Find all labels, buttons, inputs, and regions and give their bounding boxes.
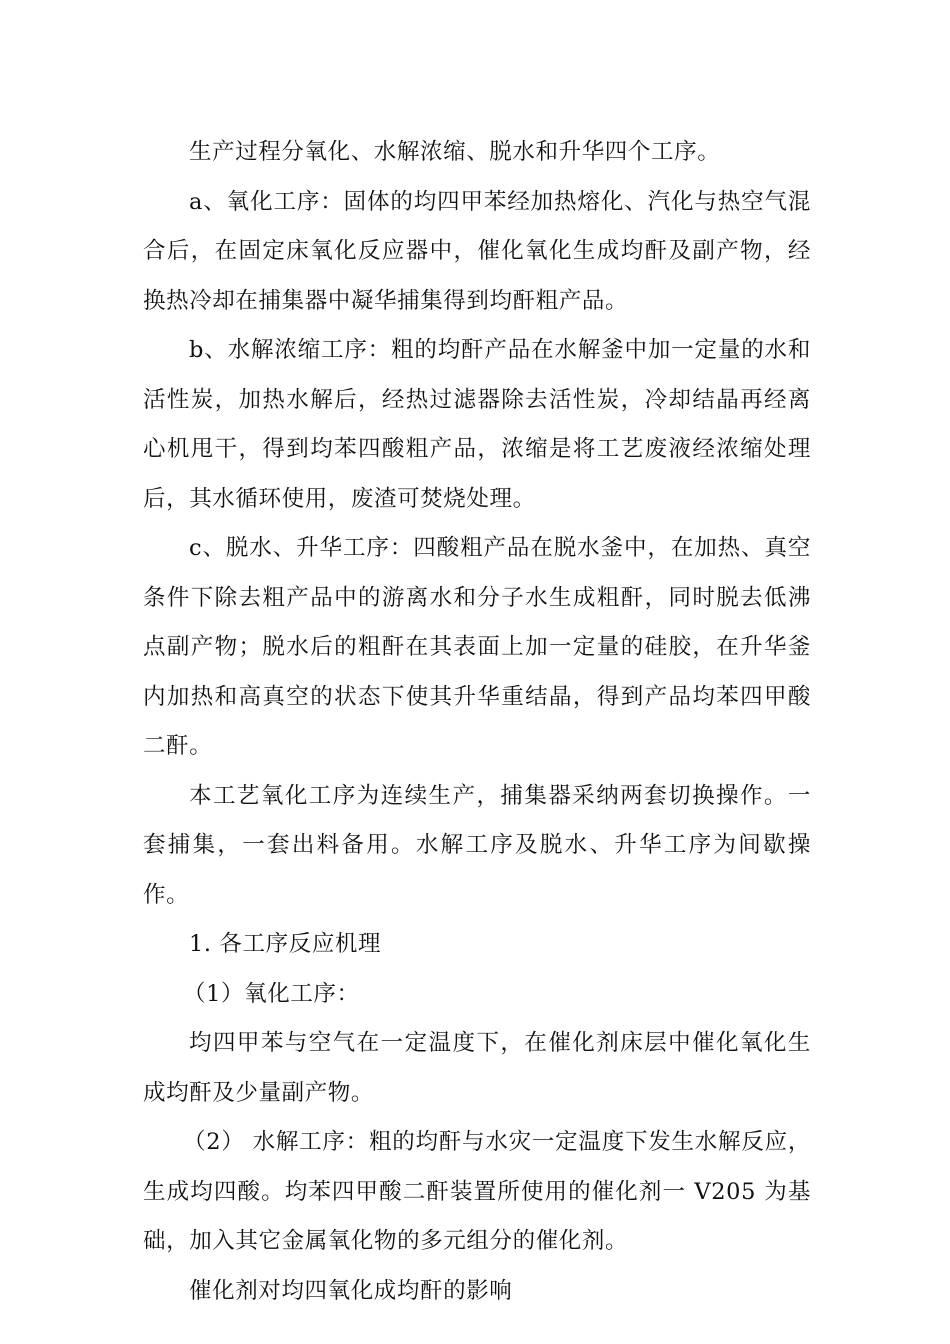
subheading-oxidation: （1）氧化工序： bbox=[183, 980, 360, 1007]
paragraph-dehydration-step: c、脱水、升华工序：四酸粗产品在脱水釜中，在加热、真空条件下除去粗产品中的游离水和分子水生成粗酐，同时脱去低沸点副产物；脱水后的粗酐在其表面上加一定量的硅胶，在升华釜内加热和高真空的状态下使其升华重结晶，得到产品均苯四甲酸二酐。 bbox=[143, 535, 811, 759]
document-body bbox=[143, 128, 811, 1316]
paragraph-oxidation-mechanism: 均四甲苯与空气在一定温度下，在催化剂床层中催化氧化生成均酐及少量副产物。 bbox=[143, 1030, 811, 1106]
paragraph-process-overview: 生产过程分氧化、水解浓缩、脱水和升华四个工序。 bbox=[189, 139, 721, 165]
paragraph-oxidation-step: a、氧化工序：固体的均四甲苯经加热熔化、汽化与热空气混合后，在固定床氧化反应器中，催化氧化生成均酐及副产物，经换热冷却在捕集器中凝华捕集得到均酐粗产品。 bbox=[143, 188, 811, 314]
paragraph-catalyst-effect: 催化剂对均四氧化成均酐的影响 bbox=[189, 1277, 513, 1304]
paragraph-hydrolysis-step: b、水解浓缩工序：粗的均酐产品在水解釜中加一定量的水和活性炭，加热水解后，经热过滤器除去活性炭，冷却结晶再经离心机甩干，得到均苯四酸粗产品，浓缩是将工艺废液经浓缩处理后，其水循环使用，废渣可焚烧处理。 bbox=[143, 337, 811, 512]
paragraph-operation-mode: 本工艺氧化工序为连续生产，捕集器采纳两套切换操作。一套捕集，一套出料备用。水解工序及脱水、升华工序为间歇操作。 bbox=[143, 782, 811, 908]
paragraph-hydrolysis-mechanism: （2） 水解工序：粗的均酐与水灾一定温度下发生水解反应，生成均四酸。均苯四甲酸二酐装置所使用的催化剂一 V205 为基础，加入其它金属氧化物的多元组分的催化剂。 bbox=[143, 1129, 811, 1254]
section-heading-mechanism: 1. 各工序反应机理 bbox=[189, 931, 382, 957]
